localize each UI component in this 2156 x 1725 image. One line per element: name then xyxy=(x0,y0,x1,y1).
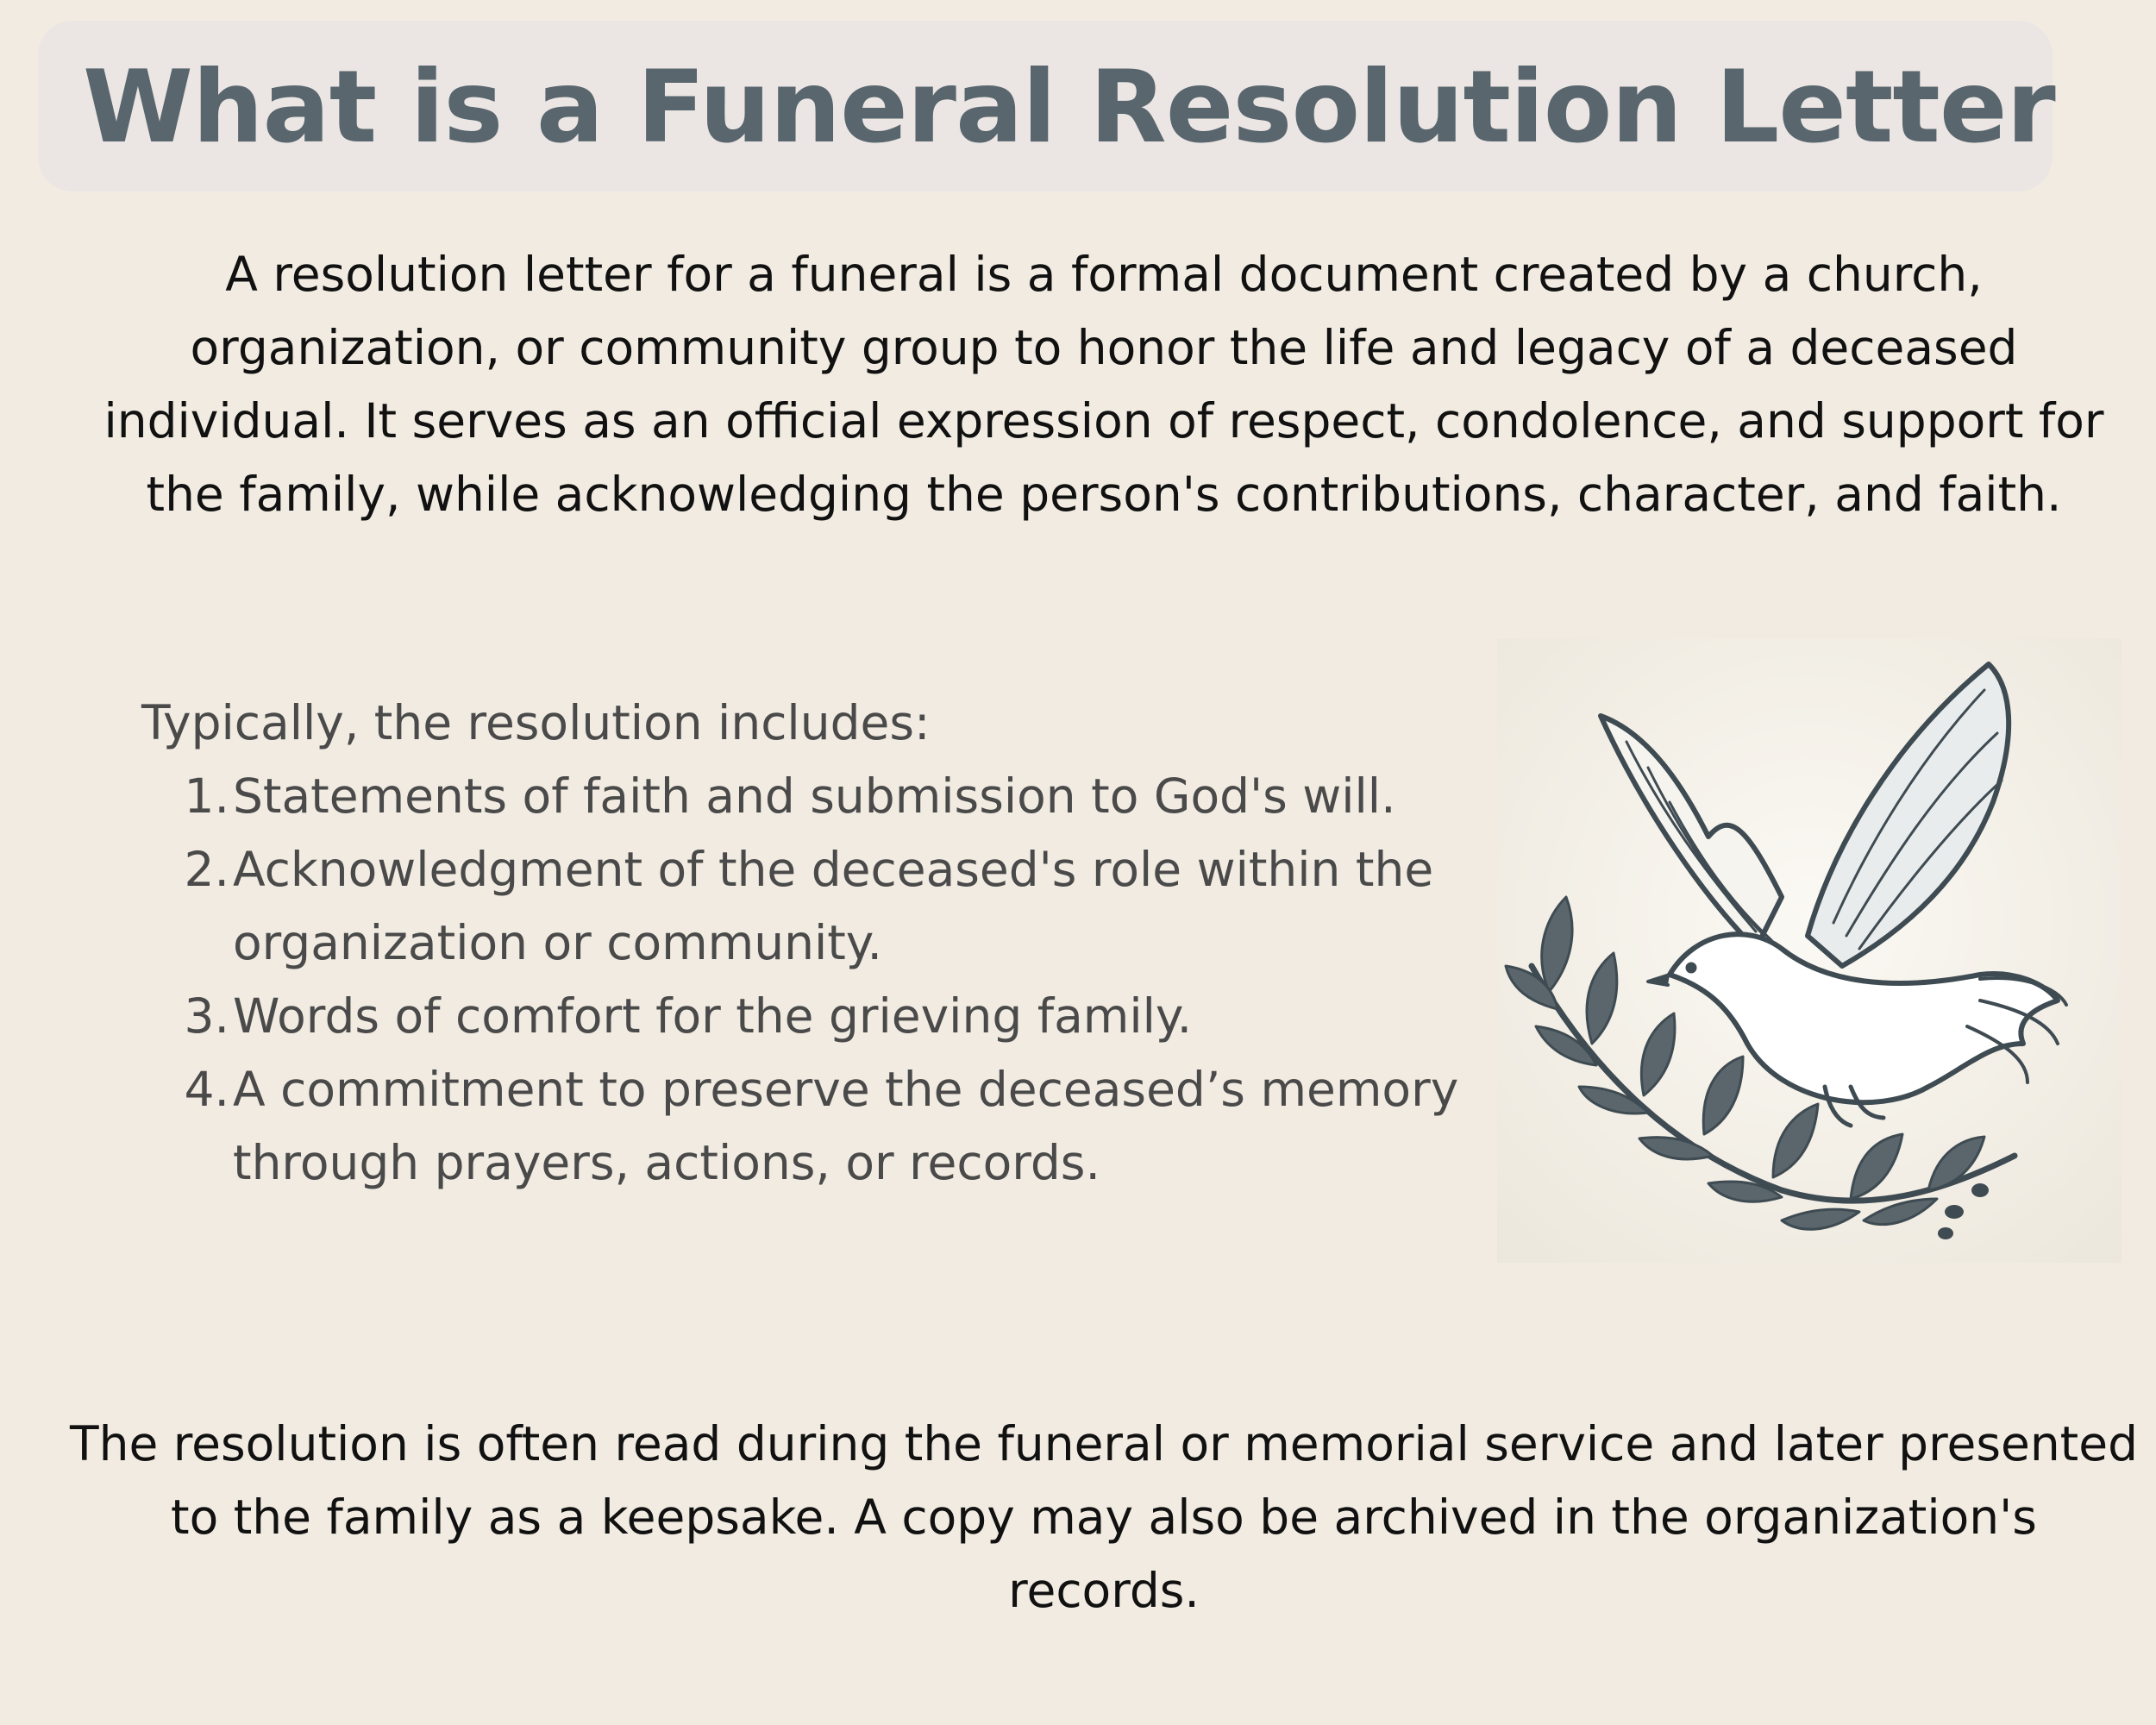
list-intro: Typically, the resolution includes: xyxy=(141,695,931,750)
list-item-text: Words of comfort for the grieving family. xyxy=(233,988,1193,1044)
list-item-number: 3. xyxy=(184,988,229,1044)
outro-paragraph: The resolution is often read during the funeral or memorial service and later presented to the family as a keepsake. A copy may also be archived in the organization's records. xyxy=(69,1416,2138,1618)
dove-illustration xyxy=(1497,638,2122,1263)
page-title: What is a Funeral Resolution Letter xyxy=(83,49,2055,166)
dove-with-olive-branch-icon xyxy=(1497,638,2122,1263)
list-item-text: Acknowledgment of the deceased's role within the organization or community. xyxy=(233,842,1434,970)
list-item xyxy=(141,833,1487,980)
list-item-number: 2. xyxy=(184,842,229,897)
list-item-number: 4. xyxy=(184,1062,229,1117)
list-item xyxy=(141,1053,1487,1200)
list-item-text: A commitment to preserve the deceased’s memory through prayers, actions, or records. xyxy=(233,1062,1459,1190)
includes-section xyxy=(141,687,1487,1200)
list-item xyxy=(141,760,1487,833)
list-item-number: 1. xyxy=(184,768,229,824)
list-item-text: Statements of faith and submission to God's will. xyxy=(233,768,1396,824)
includes-list xyxy=(141,760,1487,1200)
intro-paragraph: A resolution letter for a funeral is a formal document created by a church, organization, or community group to honor the life and legacy of a deceased individual. It serves as an official expression of respect, condolence, and support for the family, while acknowledging the person's contributions, character, and faith. xyxy=(103,247,2104,522)
list-item xyxy=(141,980,1487,1053)
